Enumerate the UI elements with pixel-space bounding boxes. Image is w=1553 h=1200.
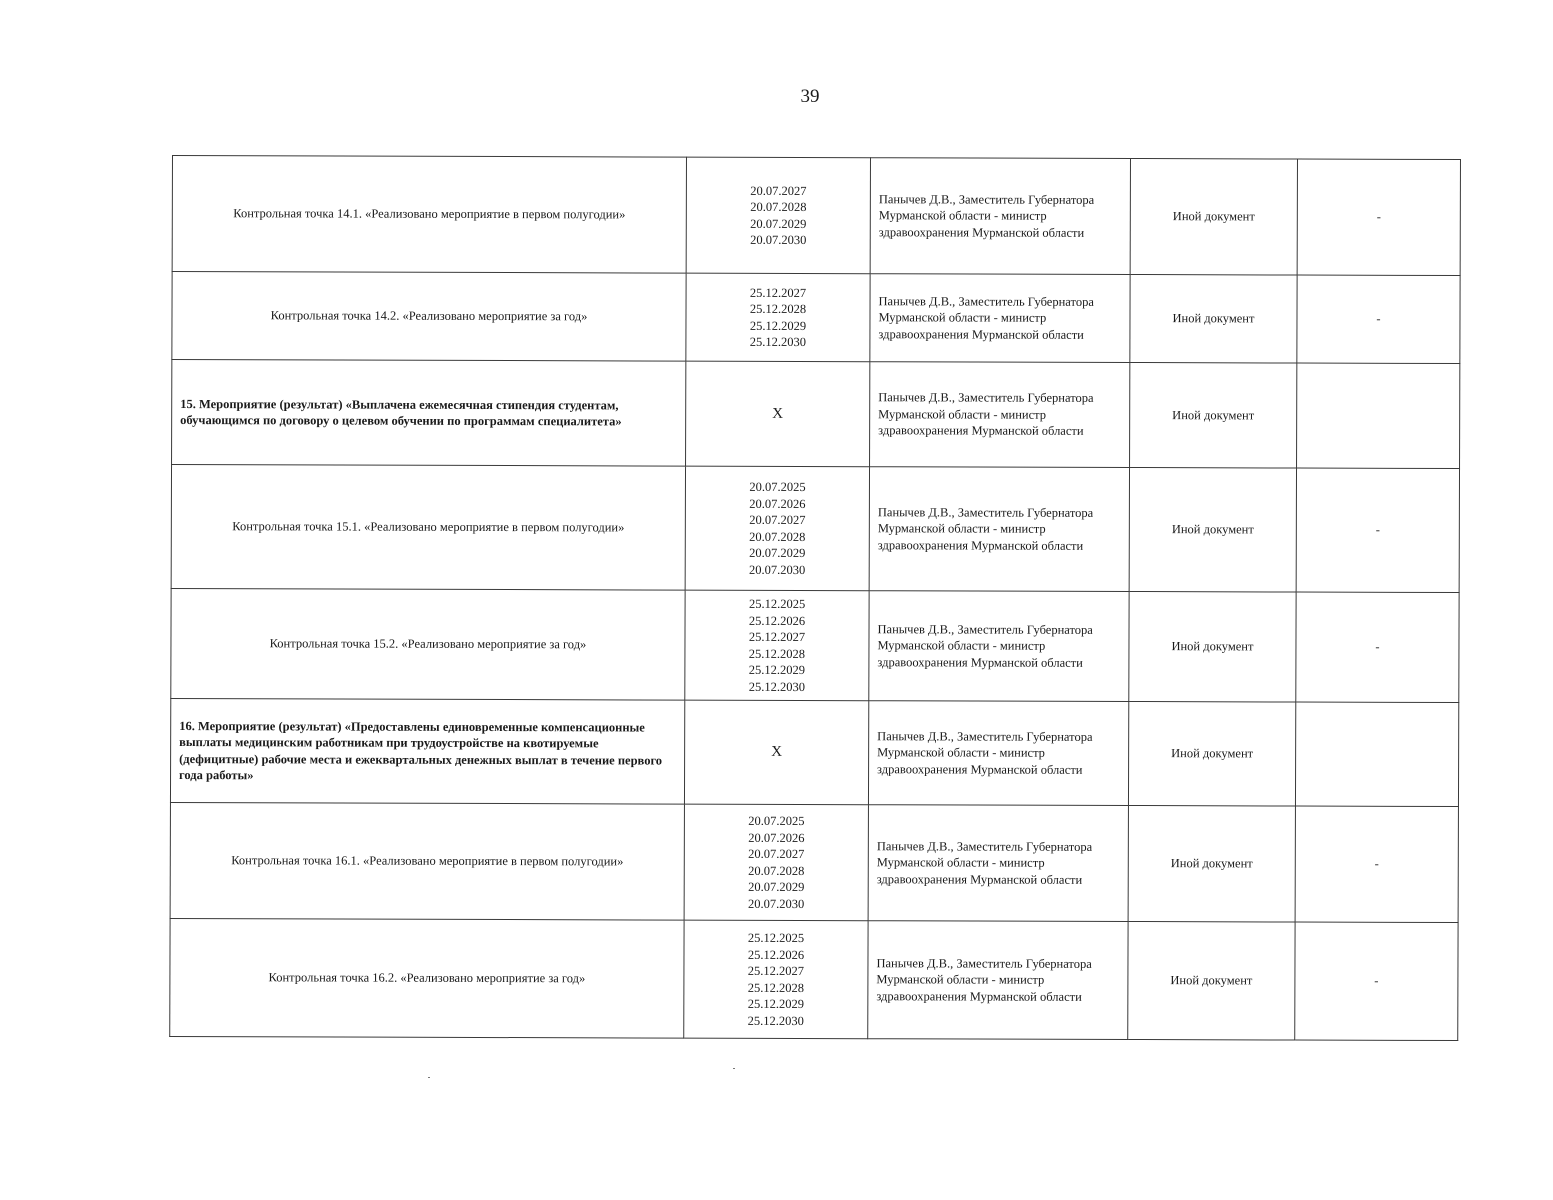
page-number: 39 [800, 86, 820, 107]
date-value: 25.12.2025 [748, 596, 806, 611]
date-value: 20.07.2026 [748, 830, 805, 845]
responsible-cell: Панычев Д.В., Заместитель Губернатора Мурманской области - министр здравоохранения Мурманской области [870, 158, 1130, 275]
note-cell: - [1296, 592, 1459, 703]
date-value: 20.07.2029 [749, 545, 806, 560]
date-value: 20.07.2027 [749, 512, 806, 527]
document-type-cell: Иной документ [1130, 275, 1297, 364]
date-value: 20.07.2030 [748, 896, 805, 911]
control-points-table [169, 155, 1461, 1041]
date-value: 25.12.2027 [749, 285, 807, 300]
dates-cell [686, 361, 870, 467]
table-row [172, 272, 1460, 364]
table-row [172, 360, 1460, 469]
dates-cell [685, 590, 869, 701]
note-cell: - [1296, 468, 1459, 593]
dates-cell [684, 804, 868, 921]
table-row [170, 802, 1458, 922]
note-cell: - [1297, 275, 1460, 364]
document-type-cell: Иной документ [1129, 592, 1296, 703]
date-value: 20.07.2028 [748, 863, 805, 878]
note-cell: - [1295, 922, 1458, 1041]
responsible-cell: Панычев Д.В., Заместитель Губернатора Мурманской области - министр здравоохранения Мурманской области [868, 805, 1128, 922]
document-type-cell: Иной документ [1128, 702, 1295, 807]
responsible-cell: Панычев Д.В., Заместитель Губернатора Мурманской области - министр здравоохранения Мурманской области [869, 591, 1129, 702]
date-value: 20.07.2027 [748, 846, 805, 861]
date-value: 20.07.2028 [750, 199, 807, 214]
document-type-cell: Иной документ [1130, 159, 1297, 276]
event-name-cell: Контрольная точка 16.2. «Реализовано мероприятие за год» [170, 918, 684, 1038]
date-value: 25.12.2029 [747, 996, 804, 1011]
date-value: 25.12.2029 [748, 662, 806, 677]
responsible-cell: Панычев Д.В., Заместитель Губернатора Мурманской области - министр здравоохранения Мурманской области [868, 921, 1128, 1040]
table-row [170, 698, 1458, 806]
dates-cell [684, 920, 868, 1039]
table-row [172, 156, 1460, 276]
date-value: 25.12.2030 [748, 679, 805, 694]
date-value: 20.07.2030 [749, 562, 806, 577]
responsible-cell: Панычев Д.В., Заместитель Губернатора Мурманской области - министр здравоохранения Мурманской области [870, 362, 1130, 468]
document-type-cell: Иной документ [1128, 806, 1295, 923]
date-value: 25.12.2030 [749, 334, 807, 349]
event-name-cell: Контрольная точка 15.1. «Реализовано мероприятие в первом полугодии» [171, 465, 685, 591]
document-type-cell: Иной документ [1129, 468, 1296, 593]
date-value: 20.07.2027 [750, 183, 807, 198]
date-value: 25.12.2025 [747, 930, 805, 945]
date-value: 25.12.2026 [747, 947, 805, 962]
dates-cell [686, 157, 870, 274]
note-cell: - [1295, 806, 1458, 923]
event-name-cell: Контрольная точка 15.2. «Реализовано мероприятие за год» [171, 588, 685, 700]
date-value: 20.07.2029 [748, 879, 805, 894]
date-value: 20.07.2030 [750, 232, 807, 247]
dates-cell [686, 273, 870, 362]
date-value: 20.07.2029 [750, 216, 807, 231]
table-row [171, 588, 1459, 702]
date-value: 25.12.2026 [748, 613, 806, 628]
table-row [170, 918, 1458, 1040]
date-value: 20.07.2028 [749, 529, 806, 544]
date-value: 25.12.2030 [747, 1013, 804, 1028]
date-value: 20.07.2025 [749, 479, 806, 494]
date-value: 20.07.2025 [748, 813, 805, 828]
event-name-cell: Контрольная точка 14.2. «Реализовано мероприятие за год» [172, 272, 686, 362]
date-value: 20.07.2026 [749, 496, 806, 511]
responsible-cell: Панычев Д.В., Заместитель Губернатора Мурманской области - министр здравоохранения Мурманской области [869, 467, 1129, 592]
date-value: 25.12.2028 [749, 301, 807, 316]
date-value: X [771, 744, 783, 761]
document-type-cell: Иной документ [1130, 363, 1297, 469]
date-value: 25.12.2027 [747, 963, 805, 978]
event-name-cell: 16. Мероприятие (результат) «Предоставлены единовременные компенсационные выплаты медицинским работникам при трудоустройстве на квотируемые (дефицитные) рабочие места и ежеквартальных денежных выплат в течение первого года работы» [170, 698, 684, 804]
date-value: 25.12.2029 [749, 318, 807, 333]
dates-cell [685, 466, 869, 591]
note-cell: - [1297, 159, 1460, 276]
date-value: 25.12.2028 [747, 980, 805, 995]
event-name-cell: Контрольная точка 14.1. «Реализовано мероприятие в первом полугодии» [172, 156, 686, 274]
note-cell [1297, 363, 1460, 469]
event-name-cell: 15. Мероприятие (результат) «Выплачена ежемесячная стипендия студентам, обучающимся по договору о целевом обучении по программам специалитета» [172, 360, 686, 467]
date-value: X [772, 405, 784, 422]
document-type-cell: Иной документ [1128, 922, 1295, 1041]
responsible-cell: Панычев Д.В., Заместитель Губернатора Мурманской области - министр здравоохранения Мурманской области [868, 701, 1128, 806]
event-name-cell: Контрольная точка 16.1. «Реализовано мероприятие в первом полугодии» [170, 802, 684, 920]
dates-cell [684, 700, 868, 805]
note-cell [1295, 702, 1458, 807]
scan-speck [733, 1068, 735, 1069]
date-value: 25.12.2027 [748, 629, 806, 644]
date-value: 25.12.2028 [748, 646, 806, 661]
scan-speck [428, 1077, 430, 1078]
table-row [171, 465, 1459, 593]
responsible-cell: Панычев Д.В., Заместитель Губернатора Мурманской области - министр здравоохранения Мурманской области [870, 274, 1130, 363]
